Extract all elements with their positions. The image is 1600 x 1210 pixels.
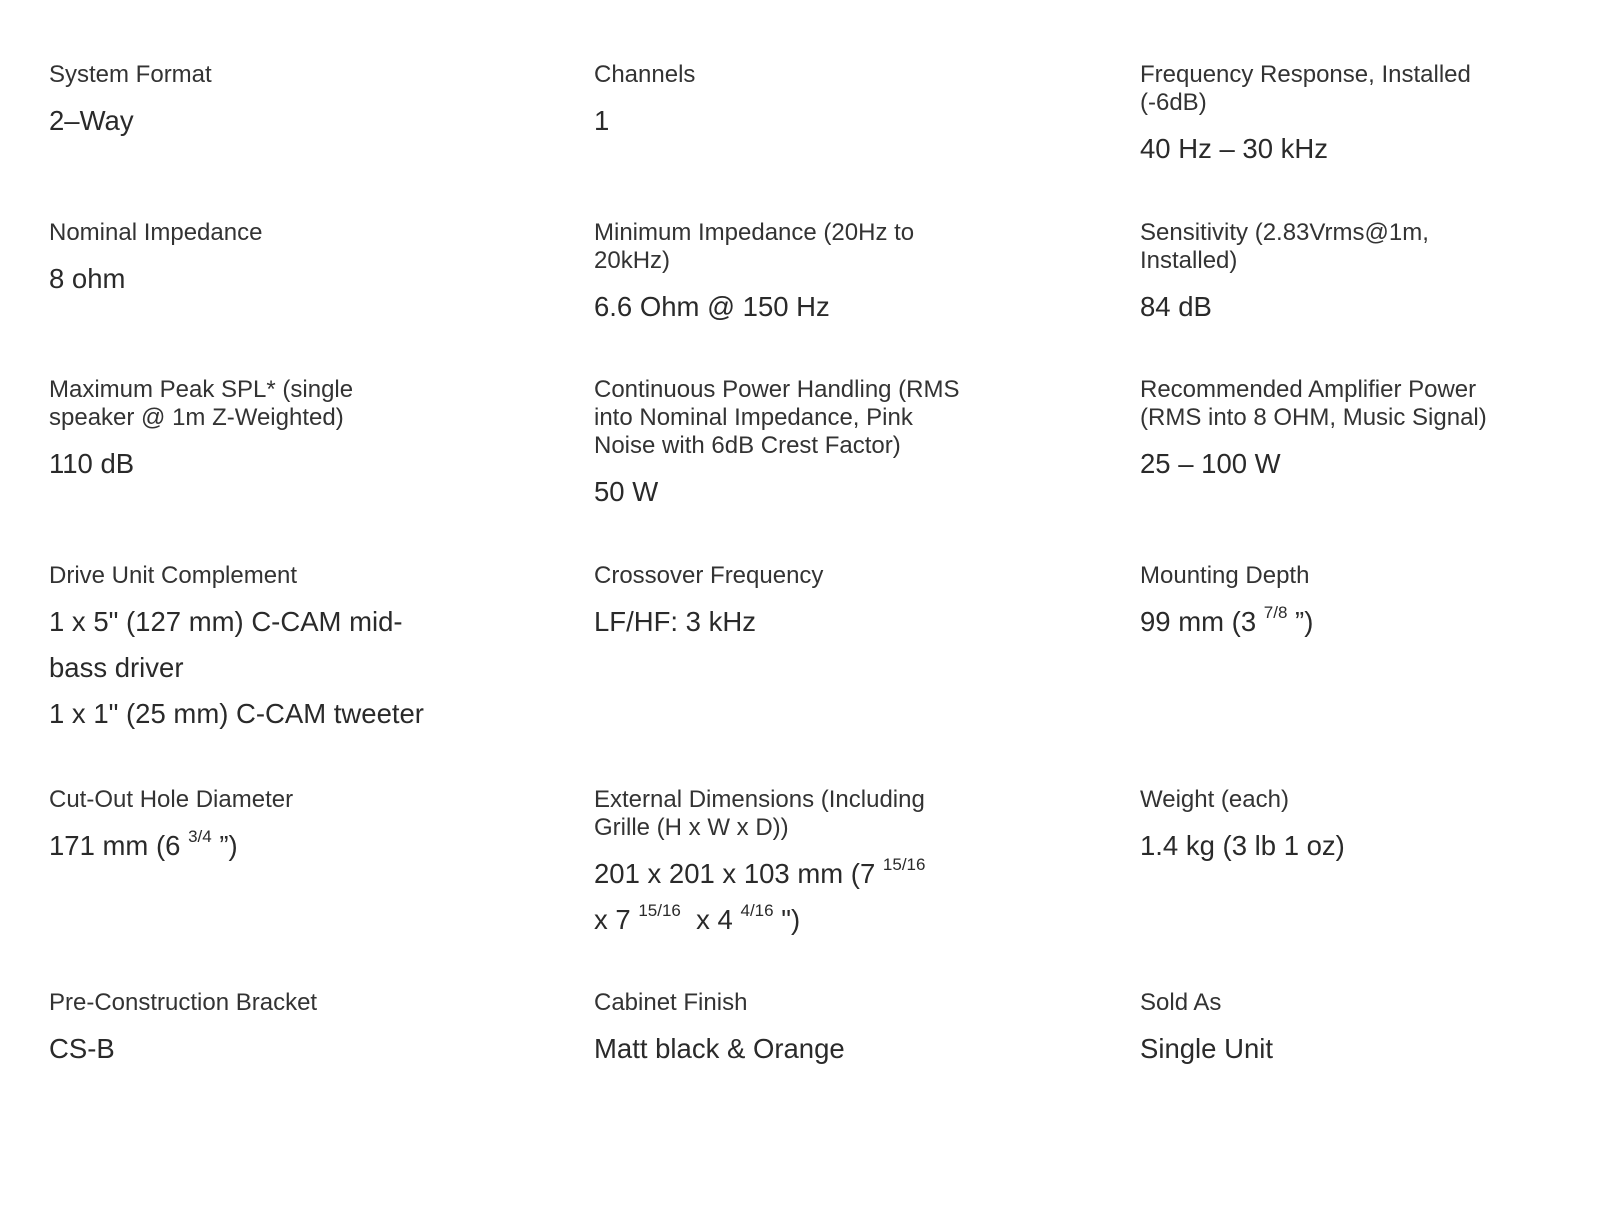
spec-frequency-response	[1140, 61, 1560, 172]
spec-label: Nominal Impedance	[49, 219, 263, 246]
spec-value-part: 201 x 201 x 103 mm (7	[594, 858, 876, 889]
spec-value: 84 dB	[1140, 291, 1212, 322]
spec-label: Sold As	[1140, 989, 1222, 1016]
spec-label	[1140, 376, 1560, 432]
spec-label-line: External Dimensions (Including	[594, 786, 925, 813]
spec-value: 110 dB	[49, 448, 135, 479]
spec-value: Single Unit	[1140, 1033, 1273, 1064]
spec-label-line: 20kHz)	[594, 247, 671, 274]
spec-value: 2–Way	[49, 105, 134, 136]
spec-value-end: ”)	[211, 830, 238, 861]
spec-label	[594, 376, 1014, 460]
spec-value-line: bass driver	[49, 652, 184, 683]
spec-value-main: 99 mm (3	[1140, 606, 1257, 637]
spec-minimum-impedance	[594, 219, 1014, 330]
spec-value-line	[594, 851, 1014, 897]
spec-label: Crossover Frequency	[594, 562, 824, 589]
spec-label-line: Minimum Impedance (20Hz to	[594, 219, 915, 246]
spec-label: Mounting Depth	[1140, 562, 1310, 589]
spec-value: CS-B	[49, 1033, 115, 1064]
spec-value	[49, 823, 469, 869]
spec-cabinet-finish	[594, 989, 1014, 1072]
spec-label-line: Grille (H x W x D))	[594, 814, 789, 841]
spec-label	[49, 376, 469, 432]
spec-label	[594, 786, 1014, 842]
spec-sold-as	[1140, 989, 1560, 1072]
spec-label: Pre-Construction Bracket	[49, 989, 318, 1016]
spec-external-dimensions	[594, 786, 1014, 943]
spec-label-line: Sensitivity (2.83Vrms@1m,	[1140, 219, 1429, 246]
spec-value-line	[594, 897, 1014, 943]
spec-value	[1140, 599, 1560, 645]
spec-value: 50 W	[594, 476, 659, 507]
spec-value: 8 ohm	[49, 263, 126, 294]
spec-value: 40 Hz – 30 kHz	[1140, 133, 1329, 164]
spec-value-part: x 4	[688, 904, 733, 935]
spec-system-format	[49, 61, 469, 144]
spec-value-line: 1 x 5" (127 mm) C-CAM mid-	[49, 606, 403, 637]
spec-continuous-power	[594, 376, 1014, 515]
spec-label: Drive Unit Complement	[49, 562, 298, 589]
spec-channels	[594, 61, 1014, 144]
spec-cutout-hole-diameter	[49, 786, 469, 869]
spec-label-line: speaker @ 1m Z-Weighted)	[49, 404, 344, 431]
spec-value: 6.6 Ohm @ 150 Hz	[594, 291, 830, 322]
spec-value: 1	[594, 105, 610, 136]
spec-value-main: 171 mm (6	[49, 830, 181, 861]
spec-value: Matt black & Orange	[594, 1033, 845, 1064]
spec-label: Channels	[594, 61, 696, 88]
spec-value-part: ")	[773, 904, 801, 935]
spec-pre-construction-bracket	[49, 989, 469, 1072]
spec-value: 25 – 100 W	[1140, 448, 1281, 479]
spec-mounting-depth	[1140, 562, 1560, 645]
spec-label: System Format	[49, 61, 212, 88]
spec-recommended-amp-power	[1140, 376, 1560, 487]
spec-value-end: ”)	[1287, 606, 1314, 637]
spec-value-fraction: 15/16	[882, 854, 926, 874]
spec-label-line: Continuous Power Handling (RMS	[594, 376, 960, 403]
spec-label-line: Recommended Amplifier Power	[1140, 376, 1477, 403]
spec-label: Weight (each)	[1140, 786, 1289, 813]
spec-value: 1.4 kg (3 lb 1 oz)	[1140, 830, 1345, 861]
spec-value-fraction: 4/16	[740, 900, 774, 920]
spec-label-line: Frequency Response, Installed	[1140, 61, 1471, 88]
spec-label: Cabinet Finish	[594, 989, 748, 1016]
spec-value	[49, 599, 469, 737]
spec-label-line: Maximum Peak SPL* (single	[49, 376, 354, 403]
spec-label	[1140, 61, 1560, 117]
spec-label-line: (-6dB)	[1140, 89, 1207, 116]
spec-label	[1140, 219, 1560, 275]
spec-value-fraction: 7/8	[1263, 602, 1288, 622]
spec-label-line: into Nominal Impedance, Pink	[594, 404, 913, 431]
spec-label	[594, 219, 1014, 275]
spec-label-line: Noise with 6dB Crest Factor)	[594, 432, 901, 459]
spec-drive-unit-complement	[49, 562, 469, 737]
spec-sensitivity	[1140, 219, 1560, 330]
spec-value-line: 1 x 1" (25 mm) C-CAM tweeter	[49, 698, 424, 729]
spec-value-fraction: 3/4	[188, 826, 212, 846]
spec-crossover-frequency	[594, 562, 1014, 645]
spec-value: LF/HF: 3 kHz	[594, 606, 756, 637]
spec-label-line: (RMS into 8 OHM, Music Signal)	[1140, 404, 1487, 431]
spec-value	[594, 851, 1014, 943]
spec-label: Cut-Out Hole Diameter	[49, 786, 294, 813]
spec-value-part: x 7	[594, 904, 631, 935]
spec-weight	[1140, 786, 1560, 869]
spec-label-line: Installed)	[1140, 247, 1238, 274]
spec-max-peak-spl	[49, 376, 469, 487]
spec-value-fraction: 15/16	[638, 900, 681, 920]
spec-nominal-impedance	[49, 219, 469, 302]
